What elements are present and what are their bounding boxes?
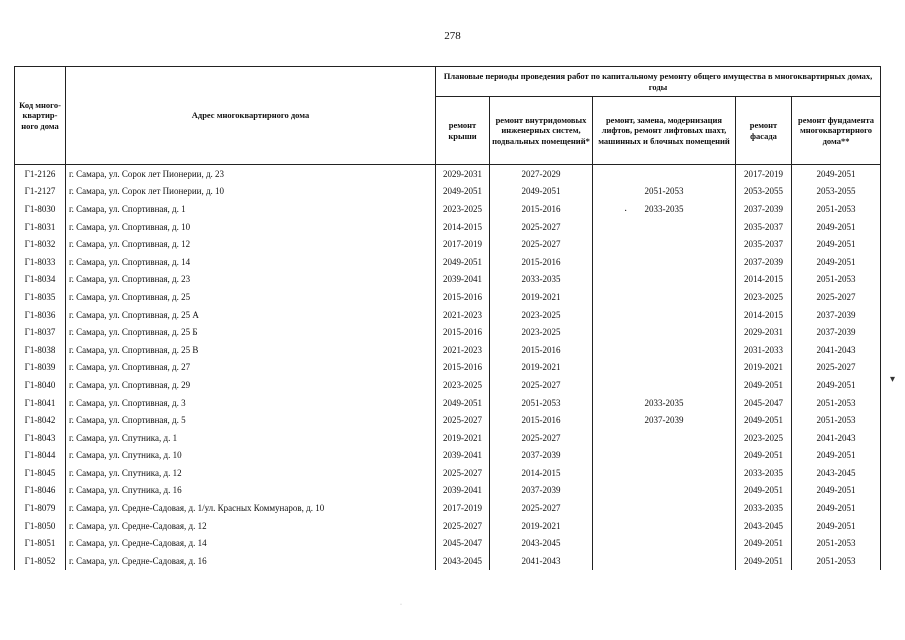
table-row: [15, 183, 881, 201]
row-roof-cell: 2029-2031: [436, 165, 490, 183]
row-roof-cell: 2015-2016: [436, 359, 490, 377]
row-address-cell: г. Самара, ул. Средне-Садовая, д. 12: [66, 517, 436, 535]
header-elevators: ремонт, замена, модернизация лифтов, ремонт лифтовых шахт, машинных и блочных помещений: [593, 97, 736, 165]
row-roof-cell: 2049-2051: [436, 394, 490, 412]
row-address-cell: г. Самара, ул. Спортивная, д. 25 А: [66, 306, 436, 324]
row-address-cell: г. Самара, ул. Средне-Садовая, д. 1/ул. Красных Коммунаров, д. 10: [66, 499, 436, 517]
row-roof-cell: 2023-2025: [436, 376, 490, 394]
row-address-cell: г. Самара, ул. Спортивная, д. 25: [66, 288, 436, 306]
row-code-cell: Г1-8037: [15, 323, 66, 341]
row-code-cell: Г1-8040: [15, 376, 66, 394]
table-row: [15, 499, 881, 517]
row-foundation-cell: 2037-2039: [792, 306, 881, 324]
row-code-cell: Г1-8032: [15, 235, 66, 253]
row-systems-cell: 2033-2035: [490, 271, 593, 289]
row-address-cell: г. Самара, ул. Спортивная, д. 14: [66, 253, 436, 271]
row-facade-cell: 2014-2015: [736, 271, 792, 289]
row-systems-cell: 2025-2027: [490, 218, 593, 236]
row-foundation-cell: 2049-2051: [792, 376, 881, 394]
table-body: [15, 165, 881, 570]
row-facade-cell: 2049-2051: [736, 447, 792, 465]
header-periods-group: Плановые периоды проведения работ по капитальному ремонту общего имущества в многоквартирных домах, годы: [436, 67, 881, 97]
row-foundation-cell: 2051-2053: [792, 552, 881, 570]
row-elevators-cell: [593, 306, 736, 324]
table-row: [15, 323, 881, 341]
row-code-cell: Г1-2127: [15, 183, 66, 201]
row-code-cell: Г1-8043: [15, 429, 66, 447]
row-code-cell: Г1-8051: [15, 534, 66, 552]
row-roof-cell: 2025-2027: [436, 464, 490, 482]
row-foundation-cell: 2025-2027: [792, 359, 881, 377]
row-facade-cell: 2037-2039: [736, 253, 792, 271]
row-foundation-cell: 2037-2039: [792, 323, 881, 341]
row-facade-cell: 2035-2037: [736, 218, 792, 236]
row-systems-cell: 2027-2029: [490, 165, 593, 183]
scan-speck: ·: [400, 602, 402, 608]
row-systems-cell: 2023-2025: [490, 306, 593, 324]
row-facade-cell: 2049-2051: [736, 376, 792, 394]
table-row: [15, 552, 881, 570]
table-row: [15, 200, 881, 218]
row-address-cell: г. Самара, ул. Средне-Садовая, д. 16: [66, 552, 436, 570]
table-row: [15, 517, 881, 535]
row-systems-cell: 2019-2021: [490, 517, 593, 535]
row-roof-cell: 2039-2041: [436, 447, 490, 465]
row-code-cell: Г1-8045: [15, 464, 66, 482]
row-roof-cell: 2015-2016: [436, 288, 490, 306]
row-systems-cell: 2015-2016: [490, 411, 593, 429]
row-code-cell: Г1-8030: [15, 200, 66, 218]
row-address-cell: г. Самара, ул. Спортивная, д. 25 В: [66, 341, 436, 359]
page-number: 278: [444, 30, 461, 42]
row-code-cell: Г1-8036: [15, 306, 66, 324]
header-systems: ремонт внутридомовых инженерных систем, подвальных помещений*: [490, 97, 593, 165]
row-address-cell: г. Самара, ул. Спортивная, д. 12: [66, 235, 436, 253]
row-facade-cell: 2037-2039: [736, 200, 792, 218]
row-facade-cell: 2053-2055: [736, 183, 792, 201]
row-elevators-cell: [593, 271, 736, 289]
table-row: [15, 482, 881, 500]
row-facade-cell: 2014-2015: [736, 306, 792, 324]
row-facade-cell: 2049-2051: [736, 552, 792, 570]
row-foundation-cell: 2049-2051: [792, 447, 881, 465]
row-roof-cell: 2049-2051: [436, 253, 490, 271]
row-roof-cell: 2043-2045: [436, 552, 490, 570]
row-elevators-cell: 2051-2053: [593, 183, 736, 201]
row-facade-cell: 2017-2019: [736, 165, 792, 183]
header-address: Адрес многоквартирного дома: [66, 67, 436, 165]
table-row: [15, 359, 881, 377]
table-row: [15, 376, 881, 394]
row-elevators-cell: [593, 482, 736, 500]
row-elevators-cell: [593, 235, 736, 253]
row-elevators-cell: [593, 429, 736, 447]
row-foundation-cell: 2049-2051: [792, 165, 881, 183]
row-facade-cell: 2023-2025: [736, 288, 792, 306]
row-code-cell: Г1-8041: [15, 394, 66, 412]
row-elevators-cell: [593, 464, 736, 482]
row-systems-cell: 2037-2039: [490, 482, 593, 500]
table-row: [15, 429, 881, 447]
row-facade-cell: 2029-2031: [736, 323, 792, 341]
row-facade-cell: 2049-2051: [736, 411, 792, 429]
stray-dot-mark: ·: [624, 206, 628, 217]
table-row: [15, 218, 881, 236]
row-elevators-cell: [593, 499, 736, 517]
row-address-cell: г. Самара, ул. Сорок лет Пионерии, д. 23: [66, 165, 436, 183]
row-systems-cell: 2049-2051: [490, 183, 593, 201]
row-elevators-cell: 2033-2035: [593, 200, 736, 218]
row-address-cell: г. Самара, ул. Спортивная, д. 23: [66, 271, 436, 289]
row-elevators-cell: [593, 359, 736, 377]
row-roof-cell: 2021-2023: [436, 306, 490, 324]
row-code-cell: Г1-8052: [15, 552, 66, 570]
table-row: [15, 394, 881, 412]
row-foundation-cell: 2049-2051: [792, 253, 881, 271]
row-roof-cell: 2021-2023: [436, 341, 490, 359]
table-row: [15, 306, 881, 324]
row-systems-cell: 2025-2027: [490, 235, 593, 253]
repair-schedule-table-wrap: [14, 66, 880, 570]
row-elevators-cell: 2033-2035: [593, 394, 736, 412]
row-systems-cell: 2023-2025: [490, 323, 593, 341]
row-foundation-cell: 2051-2053: [792, 411, 881, 429]
row-elevators-cell: [593, 517, 736, 535]
row-code-cell: Г1-8039: [15, 359, 66, 377]
row-foundation-cell: 2051-2053: [792, 271, 881, 289]
table-row: [15, 411, 881, 429]
header-facade: ремонт фасада: [736, 97, 792, 165]
row-systems-cell: 2025-2027: [490, 376, 593, 394]
row-elevators-cell: [593, 323, 736, 341]
row-address-cell: г. Самара, ул. Спортивная, д. 10: [66, 218, 436, 236]
row-systems-cell: 2019-2021: [490, 288, 593, 306]
row-foundation-cell: 2043-2045: [792, 464, 881, 482]
row-systems-cell: 2015-2016: [490, 341, 593, 359]
row-foundation-cell: 2049-2051: [792, 517, 881, 535]
row-code-cell: Г1-8038: [15, 341, 66, 359]
row-address-cell: г. Самара, ул. Спортивная, д. 25 Б: [66, 323, 436, 341]
header-roof: ремонт крыши: [436, 97, 490, 165]
row-address-cell: г. Самара, ул. Спортивная, д. 1: [66, 200, 436, 218]
row-systems-cell: 2043-2045: [490, 534, 593, 552]
table-row: [15, 235, 881, 253]
row-address-cell: г. Самара, ул. Спутника, д. 12: [66, 464, 436, 482]
table-row: [15, 464, 881, 482]
row-systems-cell: 2019-2021: [490, 359, 593, 377]
table-row: [15, 288, 881, 306]
row-code-cell: Г1-8035: [15, 288, 66, 306]
row-roof-cell: 2017-2019: [436, 235, 490, 253]
row-foundation-cell: 2049-2051: [792, 499, 881, 517]
row-systems-cell: 2014-2015: [490, 464, 593, 482]
row-roof-cell: 2023-2025: [436, 200, 490, 218]
row-address-cell: г. Самара, ул. Спортивная, д. 3: [66, 394, 436, 412]
table-row: [15, 447, 881, 465]
row-address-cell: г. Самара, ул. Сорок лет Пионерии, д. 10: [66, 183, 436, 201]
table-row: [15, 165, 881, 183]
row-facade-cell: 2033-2035: [736, 499, 792, 517]
row-facade-cell: 2019-2021: [736, 359, 792, 377]
row-elevators-cell: [593, 447, 736, 465]
row-code-cell: Г1-8046: [15, 482, 66, 500]
row-code-cell: Г1-8044: [15, 447, 66, 465]
row-elevators-cell: [593, 552, 736, 570]
row-roof-cell: 2039-2041: [436, 271, 490, 289]
row-elevators-cell: [593, 253, 736, 271]
row-code-cell: Г1-8042: [15, 411, 66, 429]
row-systems-cell: 2041-2043: [490, 552, 593, 570]
row-address-cell: г. Самара, ул. Спортивная, д. 29: [66, 376, 436, 394]
row-foundation-cell: 2053-2055: [792, 183, 881, 201]
row-elevators-cell: [593, 218, 736, 236]
row-facade-cell: 2023-2025: [736, 429, 792, 447]
row-address-cell: г. Самара, ул. Спортивная, д. 27: [66, 359, 436, 377]
row-roof-cell: 2014-2015: [436, 218, 490, 236]
row-foundation-cell: 2051-2053: [792, 394, 881, 412]
row-roof-cell: 2019-2021: [436, 429, 490, 447]
row-foundation-cell: 2041-2043: [792, 341, 881, 359]
row-address-cell: г. Самара, ул. Спутника, д. 16: [66, 482, 436, 500]
row-code-cell: Г1-8034: [15, 271, 66, 289]
row-roof-cell: 2049-2051: [436, 183, 490, 201]
row-roof-cell: 2025-2027: [436, 517, 490, 535]
table-row: [15, 253, 881, 271]
row-facade-cell: 2049-2051: [736, 534, 792, 552]
row-foundation-cell: 2051-2053: [792, 200, 881, 218]
row-roof-cell: 2017-2019: [436, 499, 490, 517]
repair-schedule-table: [14, 66, 881, 570]
row-elevators-cell: [593, 341, 736, 359]
row-facade-cell: 2049-2051: [736, 482, 792, 500]
row-address-cell: г. Самара, ул. Спутника, д. 10: [66, 447, 436, 465]
row-foundation-cell: 2051-2053: [792, 534, 881, 552]
table-row: [15, 271, 881, 289]
row-code-cell: Г1-8033: [15, 253, 66, 271]
header-code: Код много-квартир-ного дома: [15, 67, 66, 165]
row-elevators-cell: [593, 376, 736, 394]
row-facade-cell: 2045-2047: [736, 394, 792, 412]
row-elevators-cell: 2037-2039: [593, 411, 736, 429]
row-roof-cell: 2039-2041: [436, 482, 490, 500]
row-systems-cell: 2015-2016: [490, 253, 593, 271]
row-code-cell: Г1-2126: [15, 165, 66, 183]
row-systems-cell: 2015-2016: [490, 200, 593, 218]
row-facade-cell: 2033-2035: [736, 464, 792, 482]
margin-mark: ▾: [890, 374, 896, 385]
row-elevators-cell: [593, 288, 736, 306]
row-systems-cell: 2025-2027: [490, 429, 593, 447]
row-facade-cell: 2035-2037: [736, 235, 792, 253]
row-foundation-cell: 2049-2051: [792, 482, 881, 500]
row-facade-cell: 2031-2033: [736, 341, 792, 359]
row-address-cell: г. Самара, ул. Средне-Садовая, д. 14: [66, 534, 436, 552]
row-foundation-cell: 2041-2043: [792, 429, 881, 447]
table-row: [15, 341, 881, 359]
row-elevators-cell: [593, 165, 736, 183]
row-address-cell: г. Самара, ул. Спортивная, д. 5: [66, 411, 436, 429]
row-roof-cell: 2025-2027: [436, 411, 490, 429]
row-systems-cell: 2025-2027: [490, 499, 593, 517]
row-facade-cell: 2043-2045: [736, 517, 792, 535]
row-code-cell: Г1-8031: [15, 218, 66, 236]
row-systems-cell: 2037-2039: [490, 447, 593, 465]
table-header: [15, 67, 881, 165]
row-code-cell: Г1-8050: [15, 517, 66, 535]
row-foundation-cell: 2025-2027: [792, 288, 881, 306]
row-foundation-cell: 2049-2051: [792, 235, 881, 253]
row-systems-cell: 2051-2053: [490, 394, 593, 412]
row-address-cell: г. Самара, ул. Спутника, д. 1: [66, 429, 436, 447]
row-code-cell: Г1-8079: [15, 499, 66, 517]
table-row: [15, 534, 881, 552]
row-roof-cell: 2045-2047: [436, 534, 490, 552]
row-foundation-cell: 2049-2051: [792, 218, 881, 236]
header-foundation: ремонт фундамента многоквартирного дома**: [792, 97, 881, 165]
row-roof-cell: 2015-2016: [436, 323, 490, 341]
row-elevators-cell: [593, 534, 736, 552]
